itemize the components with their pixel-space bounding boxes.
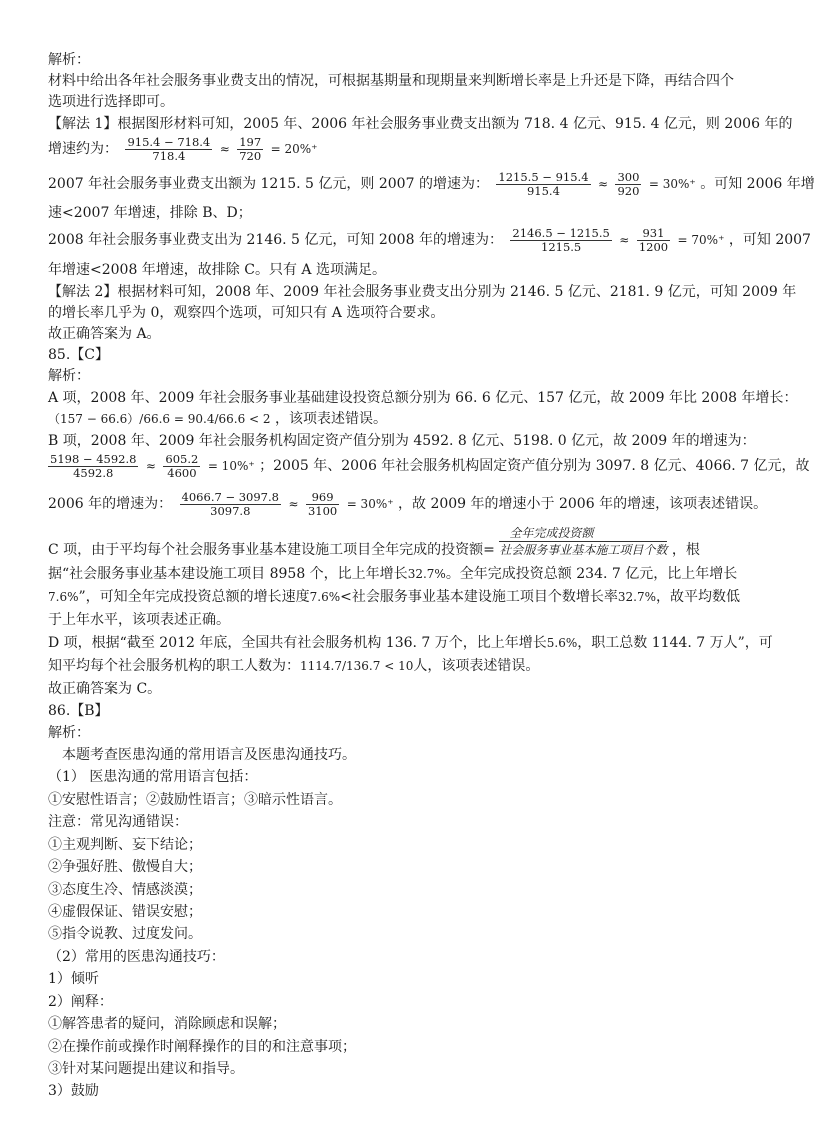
list-item: ④虚假保证、错误安慰；	[48, 904, 202, 920]
text-run: 人，该项表述错误。	[413, 658, 540, 674]
list-item: ②争强好胜、傲慢自大；	[48, 859, 202, 875]
formula-line	[48, 132, 760, 166]
formula-line	[48, 526, 760, 560]
list-heading: （1） 医患沟通的常用语言包括：	[48, 769, 258, 785]
formula-suffix: ，该项表述错误。	[275, 411, 388, 427]
fraction: $\frac{4066.7 - 3097.8}{3097.8}$	[181, 489, 279, 518]
approx-sign: ≈	[619, 233, 630, 247]
paragraph-line: 故正确答案为 A。	[48, 326, 161, 342]
paragraph-line	[48, 564, 760, 584]
formula-prefix: 2007 年社会服务事业费支出额为 1215. 5 亿元，则 2007 的增速为：	[48, 176, 489, 192]
text-run: 知平均每个社会服务机构的职工人数为：	[48, 658, 300, 674]
list-item: ①解答患者的疑问，消除顾虑和误解；	[48, 1016, 286, 1032]
inline-math: 32.7%	[407, 567, 446, 581]
approx-sign: ≈	[145, 459, 156, 473]
inline-math: 1114.7/136.7 < 10	[300, 659, 414, 673]
fraction: $\frac{931}{1200}$	[638, 225, 669, 254]
formula-suffix: ，故 2009 年的增速小于 2006 年的增速，该项表述错误。	[398, 496, 768, 512]
text-run: ，职工总数 1144. 7 万人”，可	[577, 635, 773, 651]
paragraph-line	[48, 587, 760, 607]
paragraph-line: 选项进行选择即可。	[48, 94, 174, 110]
list-heading: 注意：常见沟通错误：	[48, 814, 188, 830]
inline-math: 7.6%	[48, 590, 79, 604]
formula-result: = 30%⁺	[648, 177, 696, 191]
list-item: ①主观判断、妄下结论；	[48, 837, 202, 853]
question-number: 86.【B】	[48, 703, 109, 719]
paragraph-line: 【解法 1】根据图形材料可知，2005 年、2006 年社会服务事业费支出额为 718. 4 亿元、915. 4 亿元，则 2006 年的	[48, 116, 793, 132]
handwritten-fraction	[499, 526, 668, 560]
text-run: <社会服务事业基本建设施工项目个数增长率	[340, 589, 618, 605]
paragraph-line	[48, 656, 760, 676]
text-run: 据“社会服务事业基本建设施工项目 8958 个，比上年增长	[48, 566, 408, 582]
list-item: 3）鼓励	[48, 1083, 99, 1099]
fraction: $\frac{300}{920}$	[617, 169, 640, 198]
formula-result: = 30%⁺	[346, 497, 394, 511]
text-run: 。全年完成投资总额 234. 7 亿元，比上年增长	[445, 566, 738, 582]
paragraph-line: 速<2007 年增速，排除 B、D；	[48, 205, 252, 221]
text-run: D 项，根据“截至 2012 年底，全国共有社会服务机构 136. 7 万个，比上年增长	[48, 635, 547, 651]
formula-suffix: 。可知 2006 年增	[700, 176, 815, 192]
paragraph-line: 的增长率几乎为 0，观察四个选项，可知只有 A 选项符合要求。	[48, 305, 445, 321]
fraction-denominator: 社会服务事业基本施工项目个数	[499, 543, 668, 557]
inline-math: （157 − 66.6）/66.6 = 90.4/66.6 < 2	[48, 412, 271, 426]
formula-prefix: 2008 年社会服务事业费支出为 2146. 5 亿元，可知 2008 年的增速为：	[48, 232, 503, 248]
analysis-heading: 解析：	[48, 52, 90, 68]
analysis-heading: 解析：	[48, 725, 90, 741]
paragraph-line: 年增速<2008 年增速，故排除 C。只有 A 选项满足。	[48, 262, 386, 278]
formula-suffix: ，可知 2007	[728, 232, 811, 248]
paragraph-line: 于上年水平，该项表述正确。	[48, 612, 230, 628]
inline-math: 7.6%	[309, 590, 341, 604]
formula-line	[48, 448, 810, 484]
inline-math: 32.7%	[617, 590, 657, 604]
formula-prefix: C 项，由于平均每个社会服务事业基本建设施工项目全年完成的投资额=	[48, 542, 495, 558]
formula-suffix: ，根	[671, 542, 700, 558]
paragraph-line	[48, 633, 773, 653]
fraction: $\frac{2146.5 - 1215.5}{1215.5}$	[512, 225, 610, 254]
list-item: ③针对某问题提出建议和指导。	[48, 1061, 244, 1077]
list-item: ⑤指令说教、过度发问。	[48, 926, 202, 942]
formula-result: = 70%⁺	[677, 233, 725, 247]
fraction: $\frac{605.2}{4600}$	[165, 451, 199, 480]
formula-line	[48, 166, 815, 202]
text-run: ”，可知全年完成投资总额的增长速度	[78, 589, 310, 605]
paragraph-line: 本题考查医患沟通的常用语言及医患沟通技巧。	[62, 747, 356, 763]
fraction: $\frac{5198 - 4592.8}{4592.8}$	[50, 451, 137, 480]
list-item: 1）倾听	[48, 971, 99, 987]
question-number: 85.【C】	[48, 347, 109, 363]
paragraph-line: 故正确答案为 C。	[48, 681, 162, 697]
list-item: ①安慰性语言；②鼓励性语言；③暗示性语言。	[48, 792, 342, 808]
list-item: ②在操作前或操作时阐释操作的目的和注意事项；	[48, 1039, 356, 1055]
inline-math: 5.6%	[546, 636, 578, 650]
formula-line	[48, 409, 760, 429]
formula-prefix: 2006 年的增速为：	[48, 496, 173, 512]
list-heading: （2）常用的医患沟通技巧：	[48, 949, 225, 965]
formula-result: = 10%⁺	[207, 459, 255, 473]
approx-sign: ≈	[219, 142, 230, 156]
paragraph-line: A 项，2008 年、2009 年社会服务事业基础建设投资总额分别为 66. 6 亿元、157 亿元，故 2009 年比 2008 年增长：	[48, 390, 798, 406]
formula-suffix: ；2005 年、2006 年社会服务机构固定资产值分别为 3097. 8 亿元、4066. 7 亿元，故	[259, 458, 810, 474]
paragraph-line: B 项，2008 年、2009 年社会服务机构固定资产值分别为 4592. 8 亿元、5198. 0 亿元，故 2009 年的增速为：	[48, 433, 756, 449]
formula-prefix: 增速约为：	[48, 141, 118, 157]
fraction: $\frac{197}{720}$	[239, 134, 262, 163]
approx-sign: ≈	[288, 497, 299, 511]
fraction-numerator: 全年完成投资额	[509, 526, 594, 540]
list-item: 2）阐释：	[48, 994, 113, 1010]
approx-sign: ≈	[597, 177, 609, 191]
paragraph-line: 【解法 2】根据材料可知，2008 年、2009 年社会服务事业费支出分别为 2146. 5 亿元、2181. 9 亿元，可知 2009 年	[48, 284, 797, 300]
formula-result: = 20%⁺	[270, 142, 318, 156]
text-run: ，故平均数低	[656, 589, 741, 605]
formula-line	[48, 222, 811, 258]
analysis-heading: 解析：	[48, 368, 90, 384]
fraction: $\frac{915.4 - 718.4}{718.4}$	[127, 134, 211, 163]
fraction: $\frac{1215.5 - 915.4}{915.4}$	[498, 169, 589, 198]
paragraph-line: 材料中给出各年社会服务事业费支出的情况，可根据基期量和现期量来判断增长率是上升还是下降，再结合四个	[48, 73, 734, 89]
formula-line	[48, 486, 768, 522]
fraction: $\frac{969}{3100}$	[307, 489, 338, 518]
list-item: ③态度生冷、情感淡漠；	[48, 882, 202, 898]
